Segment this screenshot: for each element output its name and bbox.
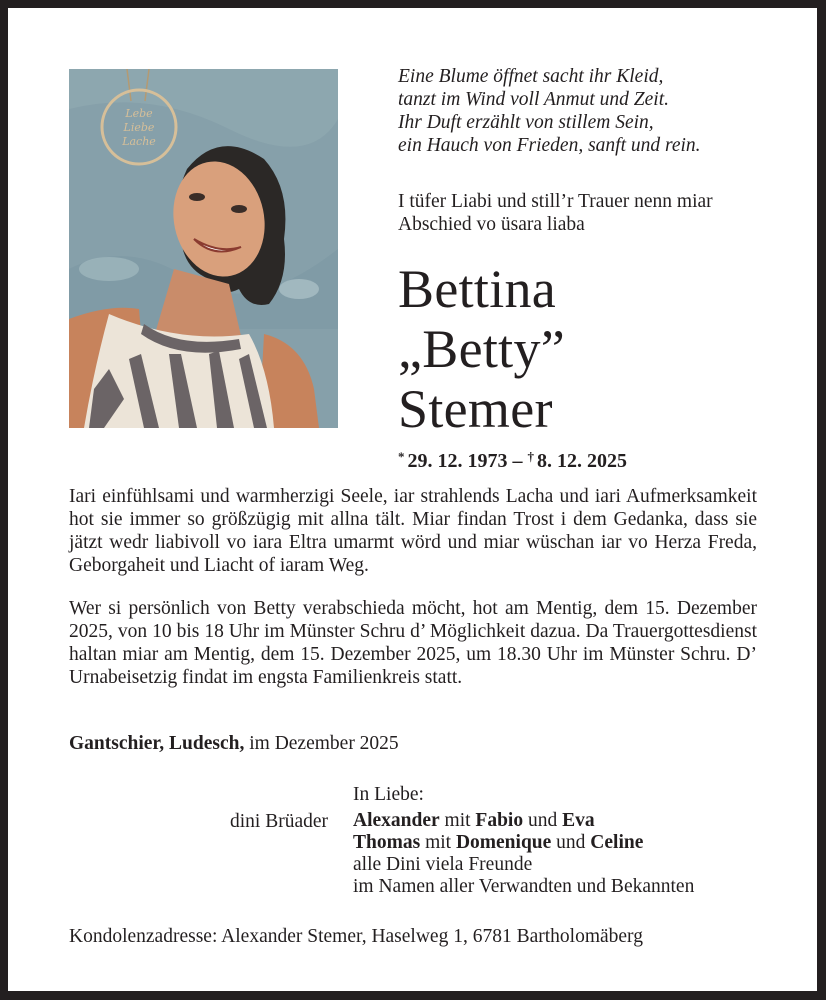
intro-text: [398, 190, 713, 236]
month-year: im Dezember 2025: [249, 733, 399, 754]
deceased-name: [398, 259, 565, 439]
connector: mit: [444, 810, 471, 831]
condolence-address: Kondolenzadresse: Alexander Stemer, Haselweg 1, 6781 Bartholomäberg: [69, 926, 643, 947]
service-details-paragraph: Wer si persönlich von Betty verabschieda möcht, hot am Mentig, dem 15. Dezember 2025, von 10 bis 18 Uhr im Münster Schru d’ Möglichkeit dazua. Da Trauergottesdienst haltan miar am Mentig, dem 15. Dezember 2025, um 18.30 Uhr im Münster Schru. D’ Urnabeisetzig findat im engsta Familienkreis statt.: [69, 598, 757, 688]
intro-line: Abschied vo üsara liaba: [398, 214, 585, 235]
signer-line: [353, 832, 694, 854]
poem-line: Ihr Duft erzählt von stillem Sein,: [398, 112, 654, 133]
birth-date: 29. 12. 1973: [407, 450, 508, 472]
signer-name: Domenique: [455, 832, 552, 853]
first-name: Bettina: [398, 259, 557, 319]
signer-name: Celine: [590, 832, 644, 853]
signer-line: [353, 810, 694, 832]
signer-name: Alexander: [353, 810, 440, 831]
signer-name: Eva: [562, 810, 595, 831]
signers-list: [353, 810, 694, 898]
nickname: „Betty”: [398, 319, 566, 379]
death-date: 8. 12. 2025: [537, 450, 627, 472]
svg-text:Lache: Lache: [122, 135, 156, 148]
svg-text:Liebe: Liebe: [123, 121, 155, 134]
death-symbol: †: [527, 449, 534, 464]
relation-label: dini Brüader: [230, 811, 329, 832]
signer-name: Thomas: [353, 832, 421, 853]
connector: und: [527, 810, 558, 831]
svg-text:Lebe: Lebe: [125, 107, 153, 120]
poem-line: Eine Blume öffnet sacht ihr Kleid,: [398, 66, 664, 87]
last-name: Stemer: [398, 379, 553, 439]
connector: mit: [425, 832, 452, 853]
birth-symbol: *: [398, 449, 405, 464]
connector: und: [556, 832, 586, 853]
poem-line: tanzt im Wind voll Anmut und Zeit.: [398, 89, 670, 110]
signer-name: Fabio: [475, 810, 524, 831]
portrait-photo: [69, 69, 338, 428]
signer-line: im Namen aller Verwandten und Bekannten: [353, 876, 695, 897]
date-separator: –: [507, 450, 528, 472]
poem-line: ein Hauch von Frieden, sanft und rein.: [398, 135, 701, 156]
portrait-image: [69, 69, 338, 428]
life-dates: [398, 445, 627, 473]
signer-line: alle Dini viela Freunde: [353, 854, 533, 875]
in-love-label: In Liebe:: [353, 784, 424, 805]
tribute-paragraph: Iari einfühlsami und warmherzigi Seele, iar strahlends Lacha und iari Aufmerksamkeit hot sie immer so größzügig mit allna tält. Miar findan Trost i dem Gedanka, dass sie jätzt wedr liabivoll vo iara Eltra umarmt wörd und miar wüschan iar vo Herza Freda, Geborgaheit und Liacht of iaram Weg.: [69, 486, 757, 576]
obituary-card: [8, 8, 817, 991]
intro-line: I tüfer Liabi und still’r Trauer nenn miar: [398, 191, 713, 212]
locations: Gantschier, Ludesch,: [69, 733, 245, 754]
place-and-date: [69, 732, 399, 755]
poem: [398, 65, 701, 157]
